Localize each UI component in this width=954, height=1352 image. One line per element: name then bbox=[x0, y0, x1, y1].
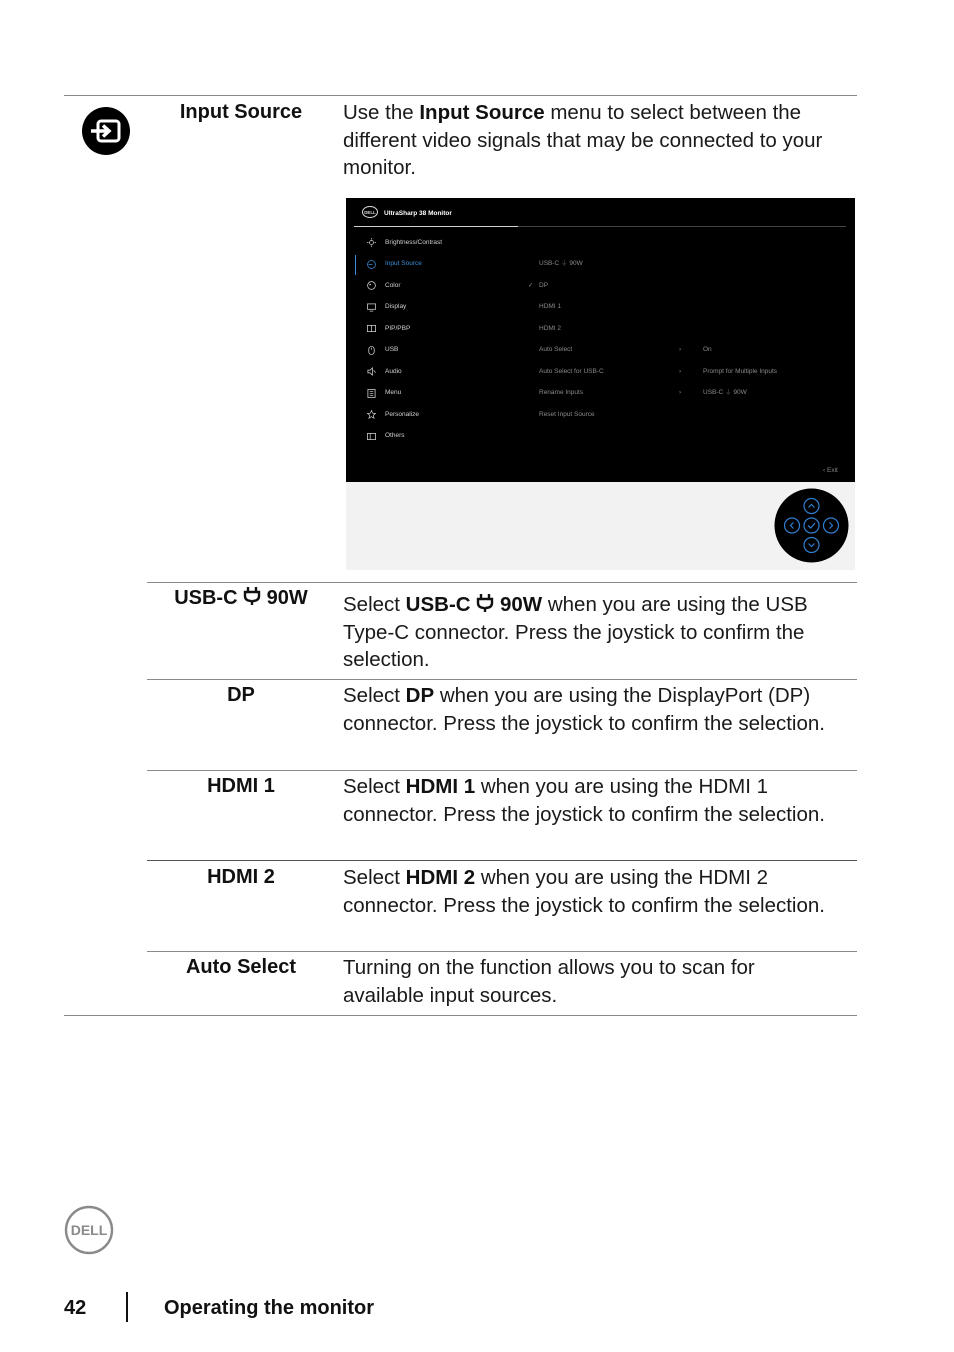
svg-text:DELL: DELL bbox=[364, 209, 376, 215]
desc-pre: Select bbox=[343, 684, 406, 707]
power-plug-icon: ⏚ bbox=[561, 260, 568, 267]
chevron-right-icon: › bbox=[679, 368, 682, 375]
osd-menu-item[interactable]: Display bbox=[385, 303, 407, 310]
osd-menu-item[interactable]: Brightness/Contrast bbox=[385, 239, 443, 246]
desc-bold: HDMI 1 bbox=[405, 775, 476, 798]
term-dp: DP bbox=[227, 684, 255, 706]
desc-bold: DP bbox=[405, 684, 435, 707]
term-usbc bbox=[150, 585, 332, 612]
osd-sub-usbc[interactable] bbox=[539, 260, 583, 268]
osd-value: On bbox=[703, 346, 712, 353]
term-hdmi1: HDMI 1 bbox=[207, 775, 275, 797]
chevron-right-icon: › bbox=[679, 346, 682, 353]
intro-pre: Use the bbox=[343, 101, 420, 124]
section-title: Operating the monitor bbox=[164, 1297, 374, 1319]
row-rule bbox=[147, 679, 857, 680]
desc-hdmi1 bbox=[343, 773, 855, 828]
power-plug-icon bbox=[243, 585, 261, 607]
others-icon bbox=[367, 432, 376, 441]
pip-icon bbox=[367, 324, 376, 333]
desc-auto-select: Turning on the function allows you to scan for available input sources. bbox=[343, 956, 755, 1007]
dell-logo-small bbox=[362, 206, 378, 218]
display-icon bbox=[367, 303, 376, 312]
desc-bold: USB-C bbox=[405, 593, 471, 616]
power-plug-icon bbox=[476, 592, 494, 614]
osd-active-marker bbox=[355, 255, 356, 275]
osd-checkmark-icon: ✓ bbox=[528, 282, 534, 289]
chevron-right-icon: › bbox=[679, 389, 682, 396]
table-bottom-rule bbox=[64, 1015, 857, 1016]
desc-bold: 90W bbox=[500, 593, 543, 616]
osd-sub-item[interactable]: DP bbox=[539, 282, 549, 289]
desc-hdmi2 bbox=[343, 864, 855, 919]
row-rule bbox=[147, 951, 857, 952]
osd-menu-item[interactable]: Color bbox=[385, 282, 401, 289]
term-usbc-label: USB-C bbox=[174, 587, 238, 609]
osd-menu-item[interactable]: USB bbox=[385, 346, 399, 353]
intro-bold: Input Source bbox=[419, 101, 545, 124]
desc-pre: Select bbox=[343, 593, 406, 616]
osd-sub-item[interactable]: Auto Select for USB-C bbox=[539, 368, 604, 375]
osd-title-divider-dim bbox=[518, 226, 846, 227]
osd-sub-usbc-watt: 90W bbox=[569, 260, 583, 267]
term-hdmi2: HDMI 2 bbox=[207, 866, 275, 888]
osd-menu-item[interactable]: Others bbox=[385, 432, 405, 439]
input-source-icon bbox=[82, 107, 130, 155]
intro-text bbox=[343, 99, 855, 182]
dell-logo-text: DELL bbox=[70, 1222, 108, 1238]
input-source-icon bbox=[367, 260, 376, 269]
power-plug-icon: ⏚ bbox=[725, 389, 732, 396]
osd-title-divider bbox=[354, 226, 518, 227]
term-auto-select: Auto Select bbox=[185, 956, 297, 978]
osd-sub-item[interactable]: HDMI 1 bbox=[539, 303, 562, 310]
star-icon bbox=[367, 410, 376, 419]
osd-sub-item[interactable]: HDMI 2 bbox=[539, 325, 562, 332]
osd-value: Prompt for Multiple Inputs bbox=[703, 368, 778, 375]
joystick-icon[interactable] bbox=[774, 488, 849, 563]
osd-menu-item[interactable]: Audio bbox=[385, 368, 402, 375]
osd-menu-item[interactable]: Menu bbox=[385, 389, 402, 396]
menu-icon bbox=[367, 389, 376, 398]
osd-value-usbc bbox=[703, 389, 747, 397]
osd-exit[interactable] bbox=[823, 467, 838, 475]
brightness-icon bbox=[367, 238, 376, 247]
osd-sub-item[interactable]: Auto Select bbox=[539, 346, 573, 353]
osd-sub-item[interactable]: Reset Input Source bbox=[539, 411, 595, 418]
page-number: 42 bbox=[64, 1297, 87, 1319]
desc-post: when you are using the DisplayPort (DP) connector. Press the joystick to confirm the selection. bbox=[343, 684, 825, 735]
intro-post: menu to select between the different video signals that may be connected to your monitor. bbox=[343, 101, 823, 179]
osd-menu-item[interactable]: Personalize bbox=[385, 411, 419, 418]
osd-menu-item-active[interactable]: Input Source bbox=[385, 260, 422, 267]
desc-post: when you are using the HDMI 2 connector. Press the joystick to confirm the selection. bbox=[343, 866, 825, 917]
row-rule bbox=[147, 770, 857, 771]
usb-icon bbox=[367, 346, 376, 355]
page-title: Input Source bbox=[179, 101, 303, 123]
color-icon bbox=[367, 281, 376, 290]
desc-post: when you are using the HDMI 1 connector. Press the joystick to confirm the selection. bbox=[343, 775, 825, 826]
row-rule bbox=[147, 582, 857, 583]
desc-post: when you are using the USB Type-C connector. Press the joystick to confirm the selection. bbox=[343, 593, 808, 671]
desc-pre: Select bbox=[343, 866, 406, 889]
osd-exit-label: Exit bbox=[826, 467, 838, 474]
osd-sub-item[interactable]: Rename Inputs bbox=[539, 389, 584, 396]
footer-divider bbox=[126, 1292, 128, 1322]
osd-sub-usbc-label: USB-C bbox=[539, 260, 560, 267]
osd-value-usbc-watt: 90W bbox=[733, 389, 747, 396]
desc-usbc bbox=[343, 591, 855, 674]
audio-icon bbox=[367, 367, 376, 376]
desc-bold: HDMI 2 bbox=[405, 866, 476, 889]
osd-screenshot bbox=[346, 198, 855, 482]
term-usbc-watt: 90W bbox=[266, 587, 308, 609]
osd-menu-item[interactable]: PIP/PBP bbox=[385, 325, 411, 332]
osd-value-usbc-label: USB-C bbox=[703, 389, 724, 396]
desc-dp bbox=[343, 682, 855, 737]
desc-pre: Select bbox=[343, 775, 406, 798]
dell-logo bbox=[64, 1205, 114, 1255]
osd-title: UltraSharp 38 Monitor bbox=[384, 210, 452, 217]
table-top-rule bbox=[64, 95, 857, 96]
row-rule bbox=[147, 860, 857, 861]
chevron-left-icon: ‹ bbox=[823, 467, 826, 474]
